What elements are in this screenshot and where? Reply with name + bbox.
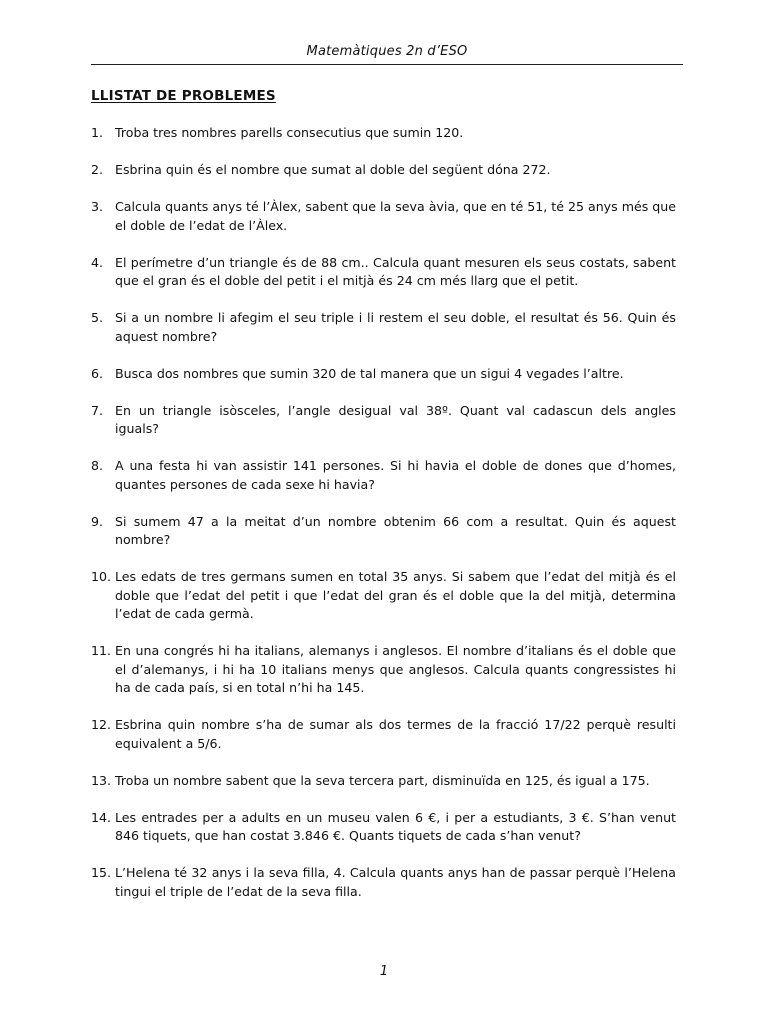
problem-text: Troba tres nombres parells consecutius que sumin 120. bbox=[115, 125, 464, 140]
problem-text: Les entrades per a adults en un museu valen 6 €, i per a estudiants, 3 €. S’han venut 846 tiquets, que han costat 3.846 €. Quants tiquets de cada s’han venut? bbox=[115, 809, 676, 843]
problem-item bbox=[91, 513, 676, 550]
problem-number: 13. bbox=[91, 772, 112, 788]
problem-item bbox=[91, 254, 676, 291]
problem-item bbox=[91, 365, 676, 384]
problem-item bbox=[91, 198, 676, 235]
problem-item bbox=[91, 124, 676, 143]
problem-text: En un triangle isòsceles, l’angle desigual val 38º. Quant val cadascun dels angles iguals? bbox=[115, 402, 676, 436]
problem-text: Busca dos nombres que sumin 320 de tal manera que un sigui 4 vegades l’altre. bbox=[115, 365, 624, 381]
problem-text: Calcula quants anys té l’Àlex, sabent que la seva àvia, que en té 51, té 25 anys més que el doble de l’edat de l’Àlex. bbox=[115, 199, 677, 233]
problem-number: 3. bbox=[91, 199, 104, 214]
problem-item bbox=[91, 642, 676, 698]
problem-number: 1. bbox=[91, 125, 104, 140]
problem-number: 14. bbox=[91, 809, 112, 825]
page-number: 1 bbox=[379, 964, 389, 979]
problem-item bbox=[91, 457, 676, 494]
problem-text: El perímetre d’un triangle és de 88 cm.. Calcula quant mesuren els seus costats, sabent que el gran és el doble del petit i el mitjà és 24 cm més llarg que el petit. bbox=[115, 254, 676, 288]
problem-item bbox=[91, 161, 676, 180]
problem-number: 6. bbox=[91, 365, 104, 381]
document-title: LLISTAT DE PROBLEMES bbox=[91, 88, 276, 104]
problem-number: 5. bbox=[91, 310, 104, 325]
problem-item bbox=[91, 309, 676, 346]
problem-number: 7. bbox=[91, 402, 104, 418]
problem-number: 2. bbox=[91, 162, 104, 177]
problem-text: Esbrina quin nombre s’ha de sumar als dos termes de la fracció 17/22 perquè resulti equivalent a 5/6. bbox=[115, 717, 676, 751]
problem-text: L’Helena té 32 anys i la seva filla, 4. Calcula quants anys han de passar perquè l’Helena tingui el triple de l’edat de la seva filla. bbox=[115, 865, 676, 899]
problem-item bbox=[91, 568, 676, 624]
problem-text: Les edats de tres germans sumen en total 35 anys. Si sabem que l’edat del mitjà és el doble que l’edat del petit i que l’edat del gran és el doble que la del mitjà, determina l’edat de cada germà. bbox=[115, 569, 676, 621]
problem-item bbox=[91, 772, 676, 791]
problem-number: 8. bbox=[91, 458, 104, 473]
problem-text: A una festa hi van assistir 141 persones. Si hi havia el doble de dones que d’homes, quantes persones de cada sexe hi havia? bbox=[115, 458, 676, 492]
problem-number: 4. bbox=[91, 254, 104, 270]
problem-number: 15. bbox=[91, 865, 112, 880]
problem-number: 11. bbox=[91, 643, 112, 658]
problem-text: Esbrina quin és el nombre que sumat al doble del següent dóna 272. bbox=[115, 162, 551, 177]
problem-item bbox=[91, 809, 676, 846]
problem-text: En una congrés hi ha italians, alemanys i anglesos. El nombre d’italians és el doble que el d’alemanys, i hi ha 10 italians menys que anglesos. Calcula quants congressistes hi ha de cada país, si en total n’hi ha 145. bbox=[115, 643, 676, 695]
page-header: Matemàtiques 2n d’ESO bbox=[306, 44, 468, 59]
header-rule bbox=[91, 64, 683, 65]
problem-list bbox=[91, 124, 676, 920]
problem-number: 10. bbox=[91, 569, 112, 584]
problem-item bbox=[91, 402, 676, 439]
problem-item bbox=[91, 864, 676, 901]
problem-item bbox=[91, 716, 676, 753]
problem-number: 9. bbox=[91, 513, 104, 529]
problem-number: 12. bbox=[91, 717, 112, 732]
problem-text: Troba un nombre sabent que la seva tercera part, disminuïda en 125, és igual a 175. bbox=[115, 772, 650, 788]
problem-text: Si a un nombre li afegim el seu triple i li restem el seu doble, el resultat és 56. Quin és aquest nombre? bbox=[115, 310, 676, 344]
problem-text: Si sumem 47 a la meitat d’un nombre obtenim 66 com a resultat. Quin és aquest nombre? bbox=[115, 513, 676, 547]
